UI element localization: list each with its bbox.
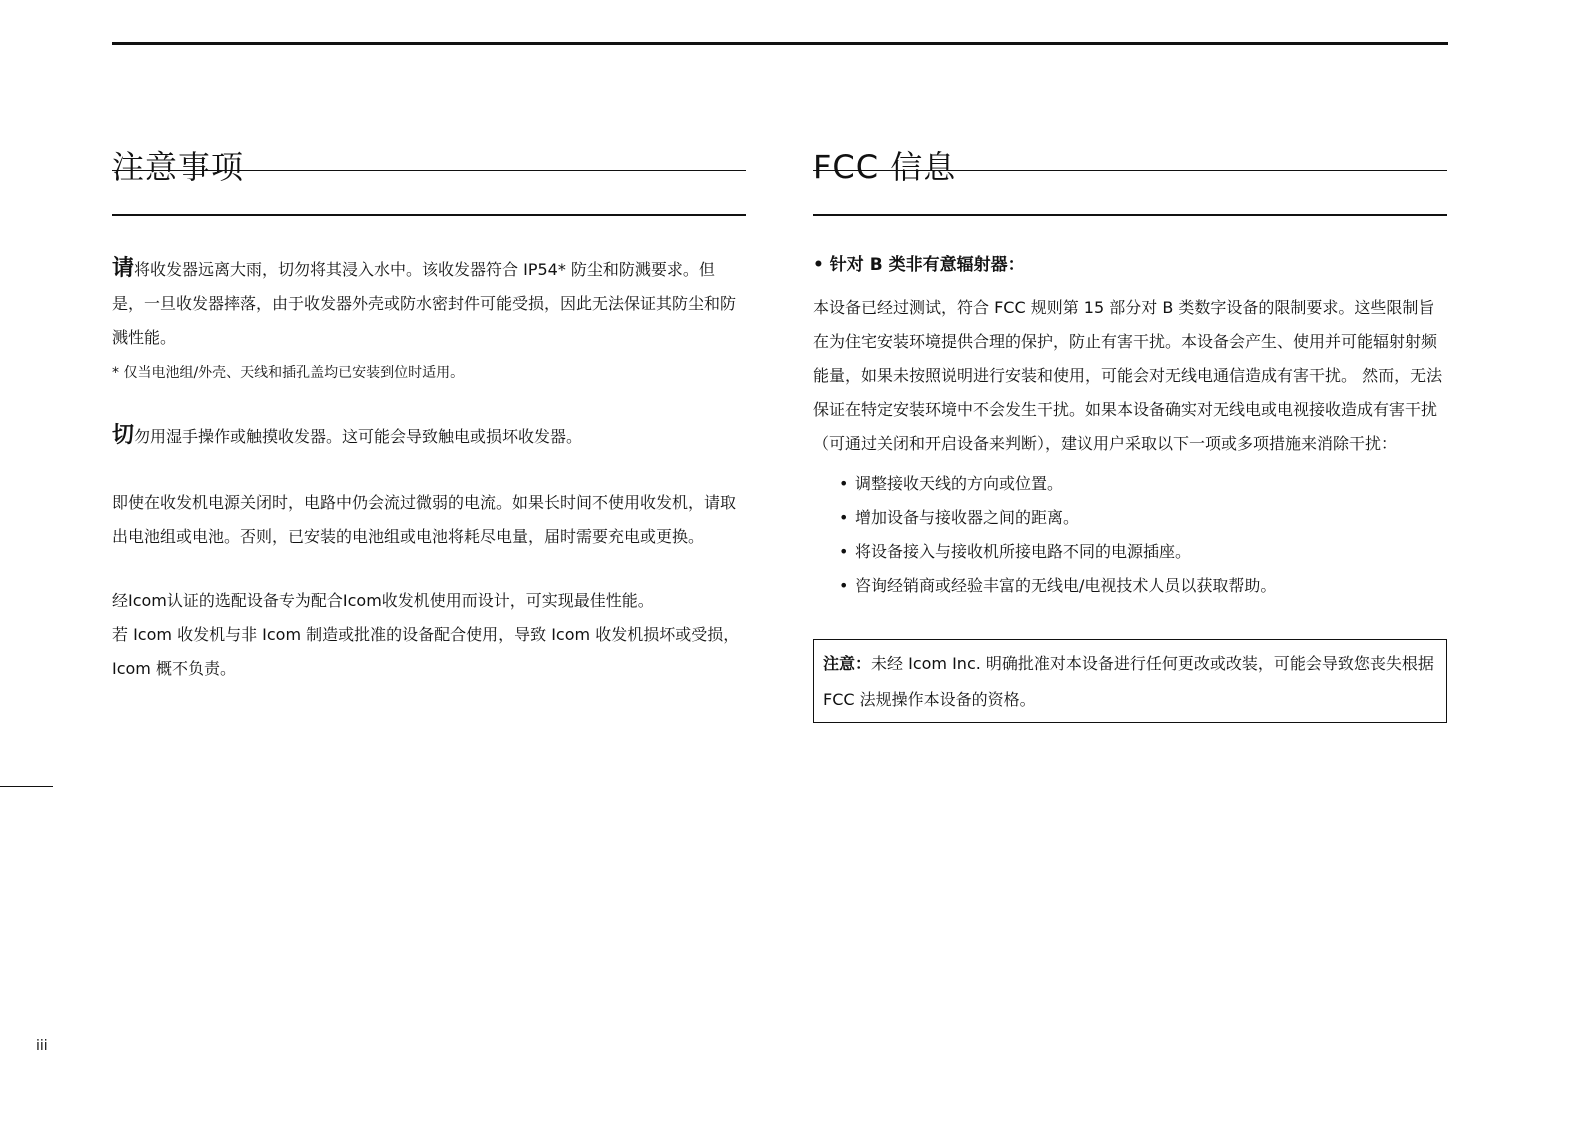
fcc-body: 本设备已经过测试，符合 FCC 规则第 15 部分对 B 类数字设备的限制要求。这些限制旨在为住宅安装环境提供合理的保护，防止有害干扰。本设备会产生、使用并可能辐射射频能量，如果未按照说明进行安装和使用，可能会对无线电通信造成有害干扰。 然而，无法保证在特定安装环境中不会发生干扰。如果本设备确实对无线电或电视接收造成有害干扰（可通过关闭和开启设备来判断），建议用户采取以下一项或多项措施来消除干扰： [813, 298, 1443, 453]
paragraph-wet-hands [112, 419, 746, 454]
paragraph-rain [112, 252, 746, 355]
drop-cap: 请 [112, 256, 135, 281]
fcc-subhead: • 针对 B 类非有意辐射器： [813, 255, 1025, 275]
fcc-header [813, 148, 1447, 216]
paragraph-options: 经Icom认证的选配设备专为配合Icom收发机使用而设计，可实现最佳性能。 [112, 591, 654, 610]
margin-rule [0, 786, 53, 787]
caution-text: 未经 Icom Inc. 明确批准对本设备进行任何更改或改装，可能会导致您丧失根据 FCC 法规操作本设备的资格。 [823, 654, 1434, 709]
precautions-header [112, 148, 746, 216]
page-number: iii [36, 1038, 48, 1054]
header-rule [112, 42, 1448, 45]
list-item: • 调整接收天线的方向或位置。 [839, 467, 1447, 501]
fcc-column [813, 148, 1447, 723]
precautions-title: 注意事项 [112, 148, 245, 187]
fcc-title: FCC 信息 [813, 148, 957, 187]
caution-box [813, 639, 1447, 723]
drop-cap: 切 [112, 423, 135, 448]
fcc-measures-list [813, 467, 1447, 603]
footnote: * 仅当电池组/外壳、天线和插孔盖均已安装到位时适用。 [112, 365, 465, 381]
paragraph-wet-hands-text: 勿用湿手操作或触摸收发器。这可能会导致触电或损坏收发器。 [134, 427, 583, 446]
list-item: • 增加设备与接收器之间的距离。 [839, 501, 1447, 535]
list-item: • 咨询经销商或经验丰富的无线电/电视技术人员以获取帮助。 [839, 569, 1447, 603]
precautions-column [112, 148, 746, 686]
list-item: • 将设备接入与接收机所接电路不同的电源插座。 [839, 535, 1447, 569]
paragraph-standby-current: 即使在收发机电源关闭时，电路中仍会流过微弱的电流。如果长时间不使用收发机，请取出电池组或电池。否则，已安装的电池组或电池将耗尽电量，届时需要充电或更换。 [112, 493, 737, 546]
paragraph-rain-text: 将收发器远离大雨，切勿将其浸入水中。该收发器符合 IP54* 防尘和防溅要求。但是，一旦收发器摔落，由于收发器外壳或防水密封件可能受损，因此无法保证其防尘和防溅性能。 [112, 260, 737, 347]
paragraph-liability: 若 Icom 收发机与非 Icom 制造或批准的设备配合使用，导致 Icom 收发机损坏或受损，Icom 概不负责。 [112, 625, 740, 678]
caution-label: 注意： [823, 654, 872, 673]
